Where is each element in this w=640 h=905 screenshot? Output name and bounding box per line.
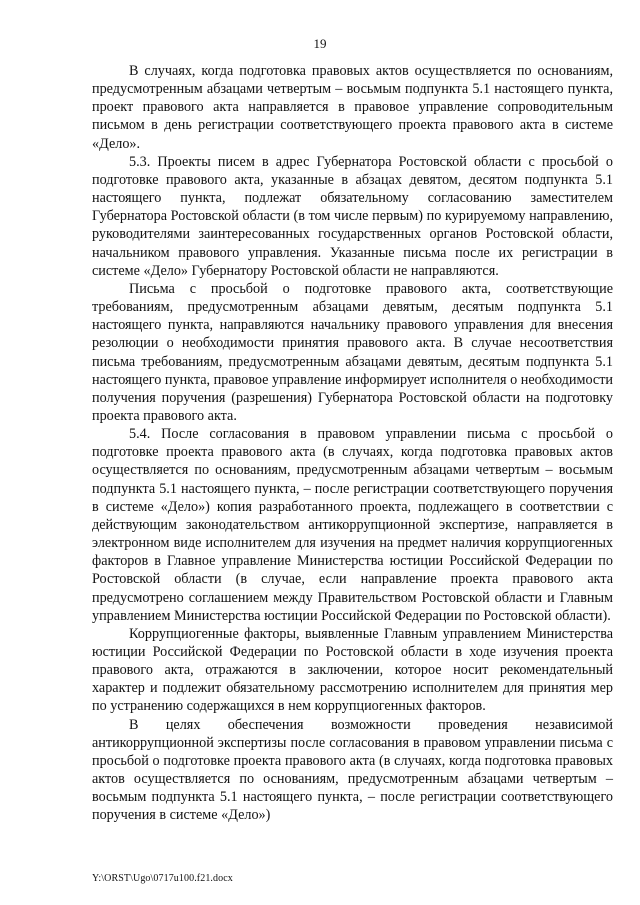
page-number: 19 xyxy=(313,36,327,51)
paragraph: 5.4. После согласования в правовом управлении письма с просьбой о подготовке проекта правового акта (в случаях, когда подготовка правовых актов осуществляется по основаниям, предусмотренным абзацами четвертым – восьмым подпункта 5.1 настоящего пункта, – после регистрации соответствующего поручения в системе «Дело») копия разработанного проекта, подлежащего в соответствии с действующим законодательством антикоррупционной экспертизе, направляется в электронном виде исполнителем для изучения на предмет наличия коррупциогенных факторов в Главное управление Министерства юстиции Российской Федерации по Ростовской области (в случае, если направление проекта правового акта предусмотрено соглашением между Правительством Ростовской области и Главным управлением Министерства юстиции Российской Федерации по Ростовской области). xyxy=(92,426,613,624)
paragraph: Письма с просьбой о подготовке правового акта, соответствующие требованиям, предусмотренным абзацами девятым, десятым подпункта 5.1 настоящего пункта, направляются начальнику правового управления для внесения резолюции о необходимости принятия правового акта. В случае несоответствия письма требованиям, предусмотренным абзацами девятым, десятым подпункта 5.1 настоящего пункта, правовое управление информирует исполнителя о необходимости получения поручения (разрешения) Губернатора Ростовской области на подготовку проекта правового акта. xyxy=(92,280,613,424)
footer-file-path: Y:\ORST\Ugo\0717u100.f21.docx xyxy=(92,873,233,884)
paragraph: В целях обеспечения возможности проведения независимой антикоррупционной экспертизы после согласования в правовом управлении письма с просьбой о подготовке проекта правового акта (в случаях, когда подготовка правовых актов осуществляется по основаниям, предусмотренным абзацами четвертым – восьмым подпункта 5.1 настоящего пункта, – после регистрации соответствующего поручения в системе «Дело») xyxy=(92,716,613,824)
paragraph: В случаях, когда подготовка правовых актов осуществляется по основаниям, предусмотренным абзацами четвертым – восьмым подпункта 5.1 настоящего пункта, проект правового акта направляется в правовое управление сопроводительным письмом в день регистрации соответствующего проекта правового акта в системе «Дело». xyxy=(92,63,613,152)
body-text xyxy=(92,62,613,825)
paragraph: Коррупциогенные факторы, выявленные Главным управлением Министерства юстиции Российской Федерации по Ростовской области в ходе изучения проекта правового акта, отражаются в заключении, которое носит рекомендательный характер и подлежит обязательному рассмотрению исполнителем для принятия мер по устранению содержащихся в нем коррупциогенных факторов. xyxy=(92,625,613,715)
paragraph: 5.3. Проекты писем в адрес Губернатора Ростовской области с просьбой о подготовке правового акта, указанные в абзацах девятом, десятом подпункта 5.1 настоящего пункта, подлежат обязательному согласованию заместителем Губернатора Ростовской области (в том числе первым) по курируемому направлению, руководителями заинтересованных государственных органов Ростовской области, начальником правового управления. Указанные письма после их регистрации в системе «Дело» Губернатору Ростовской области не направляются. xyxy=(92,153,613,279)
